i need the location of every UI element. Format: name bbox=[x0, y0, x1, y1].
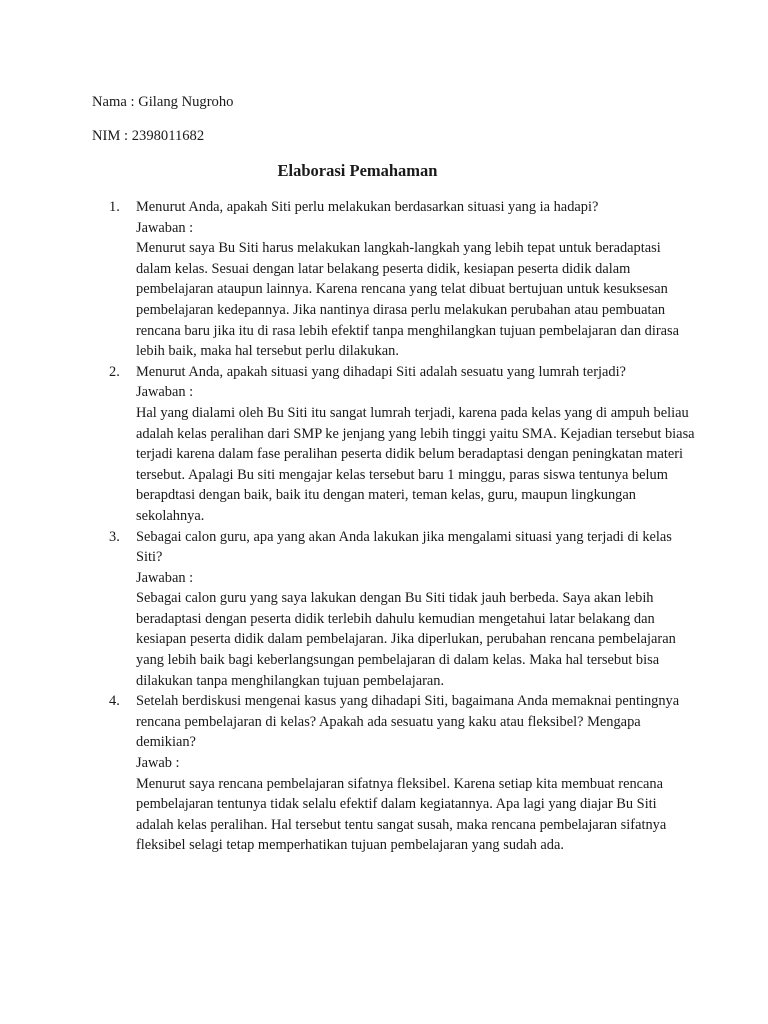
student-nim: NIM : 2398011682 bbox=[92, 128, 205, 144]
question-text: Sebagai calon guru, apa yang akan Anda lakukan jika mengalami situasi yang terjadi di kelas Siti? bbox=[136, 528, 672, 566]
answer-label: Jawaban : bbox=[136, 569, 194, 586]
answer-text: Sebagai calon guru yang saya lakukan dengan Bu Siti tidak jauh berbeda. Saya akan lebih beradaptasi dengan peserta didik terlebih dahulu kemudian mengetahui latar belakang dan kesiapan peserta didik dalam pembelajaran. Jika diperlukan, perubahan rencana pembelajaran yang lebih baik bagi keberlangsungan pembelajaran di dalam kelas. Maka hal tersebut bisa dilakukan tanpa menghilangkan tujuan pembelajaran. bbox=[136, 590, 676, 689]
question-item-1 bbox=[109, 197, 696, 362]
question-item-3 bbox=[109, 527, 696, 692]
answer-text: Menurut saya Bu Siti harus melakukan langkah-langkah yang lebih tepat untuk beradaptasi dalam kelas. Sesuai dengan latar belakang peserta didik, kesiapan peserta didik dalam pembelajaran ataupun lainnya. Karena rencana yang telat dibuat bertujuan untuk kesuksesan pembelajaran kedepannya. Jika nantinya dirasa perlu melakukan perubahan atau pembuatan rencana baru jika itu di rasa lebih efektif tanpa menghilangkan tujuan pembelajaran dan dirasa lebih baik, maka hal tersebut perlu dilakukan. bbox=[136, 240, 680, 360]
question-number: 4. bbox=[109, 693, 120, 710]
question-list bbox=[109, 197, 696, 856]
question-number: 3. bbox=[109, 528, 120, 545]
answer-label: Jawaban : bbox=[136, 219, 194, 236]
document-title: Elaborasi Pemahaman bbox=[277, 161, 438, 180]
question-number: 1. bbox=[109, 199, 120, 215]
question-item-2 bbox=[109, 362, 696, 527]
answer-label: Jawab : bbox=[136, 755, 180, 772]
question-item-4 bbox=[109, 691, 696, 856]
question-text: Menurut Anda, apakah Siti perlu melakukan berdasarkan situasi yang ia hadapi? bbox=[136, 199, 599, 215]
question-text: Setelah berdiskusi mengenai kasus yang dihadapi Siti, bagaimana Anda memaknai pentingnya rencana pembelajaran di kelas? Apakah ada sesuatu yang kaku atau fleksibel? Mengapa demikian? bbox=[136, 693, 680, 751]
question-text: Menurut Anda, apakah situasi yang dihadapi Siti adalah sesuatu yang lumrah terjadi? bbox=[136, 363, 626, 380]
answer-label: Jawaban : bbox=[136, 384, 194, 401]
question-number: 2. bbox=[109, 363, 120, 380]
answer-text: Menurut saya rencana pembelajaran sifatnya fleksibel. Karena setiap kita membuat rencana pembelajaran tentunya tidak selalu efektif dalam kegiatannya. Apa lagi yang diajar Bu Siti adalah kelas peralihan. Hal tersebut tentu sangat susah, maka rencana pembelajaran sifatnya fleksibel selagi tetap memperhatikan tujuan pembelajaran yang sudah ada. bbox=[136, 775, 667, 854]
student-name: Nama : Gilang Nugroho bbox=[92, 94, 234, 110]
answer-text: Hal yang dialami oleh Bu Siti itu sangat lumrah terjadi, karena pada kelas yang di ampuh beliau adalah kelas peralihan dari SMP ke jenjang yang lebih tinggi yaitu SMA. Kejadian tersebut biasa terjadi karena dalam fase peralihan peserta didik belum beradaptasi dengan peningkatan materi tersebut. Apalagi Bu siti mengajar kelas tersebut baru 1 minggu, paras siswa tentunya belum berapdtasi dengan baik, baik itu dengan materi, teman kelas, guru, maupun lingkungan sekolahnya. bbox=[136, 404, 695, 524]
